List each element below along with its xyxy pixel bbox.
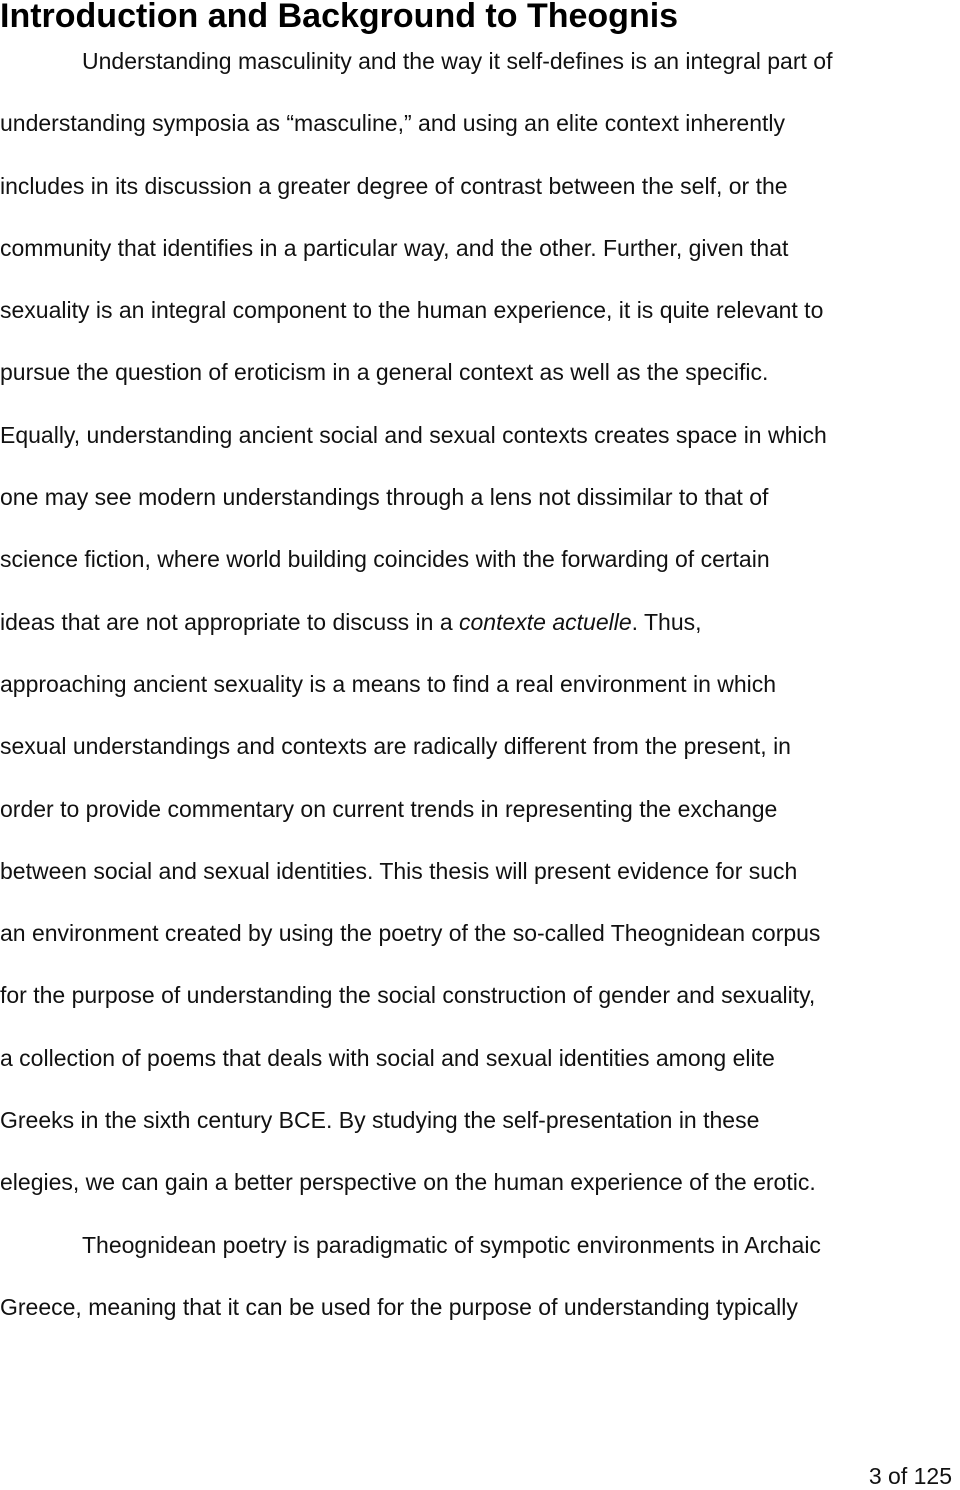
- paragraph-2-line-2: Greece, meaning that it can be used for the purpose of understanding typically: [0, 1293, 798, 1320]
- line-10-text-before: ideas that are not appropriate to discuss in a: [0, 608, 460, 635]
- paragraph-1-line-2: understanding symposia as “masculine,” and using an elite context inherently: [0, 110, 785, 137]
- paragraph-2-line-1: Theognidean poetry is paradigmatic of sympotic environments in Archaic: [82, 1231, 821, 1258]
- paragraph-1-line-5: sexuality is an integral component to the human experience, it is quite relevant to: [0, 297, 824, 324]
- paragraph-1-line-14: between social and sexual identities. This thesis will present evidence for such: [0, 857, 798, 884]
- page-number: 3 of 125: [868, 1463, 952, 1489]
- document-heading: Introduction and Background to Theognis: [0, 0, 679, 35]
- paragraph-1-line-13: order to provide commentary on current trends in representing the exchange: [0, 795, 778, 822]
- paragraph-1-line-12: sexual understandings and contexts are radically different from the present, in: [0, 733, 791, 760]
- paragraph-1-line-11: approaching ancient sexuality is a means to find a real environment in which: [0, 670, 777, 697]
- paragraph-1-line-3: includes in its discussion a greater degree of contrast between the self, or the: [0, 172, 788, 199]
- line-10-text-after: . Thus,: [631, 608, 702, 635]
- paragraph-1-line-4: community that identifies in a particular way, and the other. Further, given that: [0, 234, 789, 261]
- paragraph-1-line-16: for the purpose of understanding the social construction of gender and sexuality,: [0, 982, 816, 1009]
- paragraph-1-line-6: pursue the question of eroticism in a general context as well as the specific.: [0, 359, 769, 386]
- document-body: [0, 30, 960, 1338]
- paragraph-1-line-18: Greeks in the sixth century BCE. By studying the self-presentation in these: [0, 1107, 760, 1134]
- paragraph-1-line-15: an environment created by using the poetry of the so-called Theognidean corpus: [0, 920, 821, 947]
- paragraph-1-line-7: Equally, understanding ancient social and sexual contexts creates space in which: [0, 421, 827, 448]
- emphasis-contexte-actuelle: contexte actuelle: [459, 608, 632, 635]
- paragraph-1-line-10: [0, 591, 960, 653]
- paragraph-1-line-9: science fiction, where world building coincides with the forwarding of certain: [0, 546, 770, 573]
- paragraph-1-line-19: elegies, we can gain a better perspective on the human experience of the erotic.: [0, 1169, 816, 1196]
- paragraph-1-line-1: Understanding masculinity and the way it self-defines is an integral part of: [82, 48, 833, 74]
- paragraph-1-line-8: one may see modern understandings through a lens not dissimilar to that of: [0, 484, 769, 511]
- paragraph-1-line-17: a collection of poems that deals with social and sexual identities among elite: [0, 1044, 775, 1071]
